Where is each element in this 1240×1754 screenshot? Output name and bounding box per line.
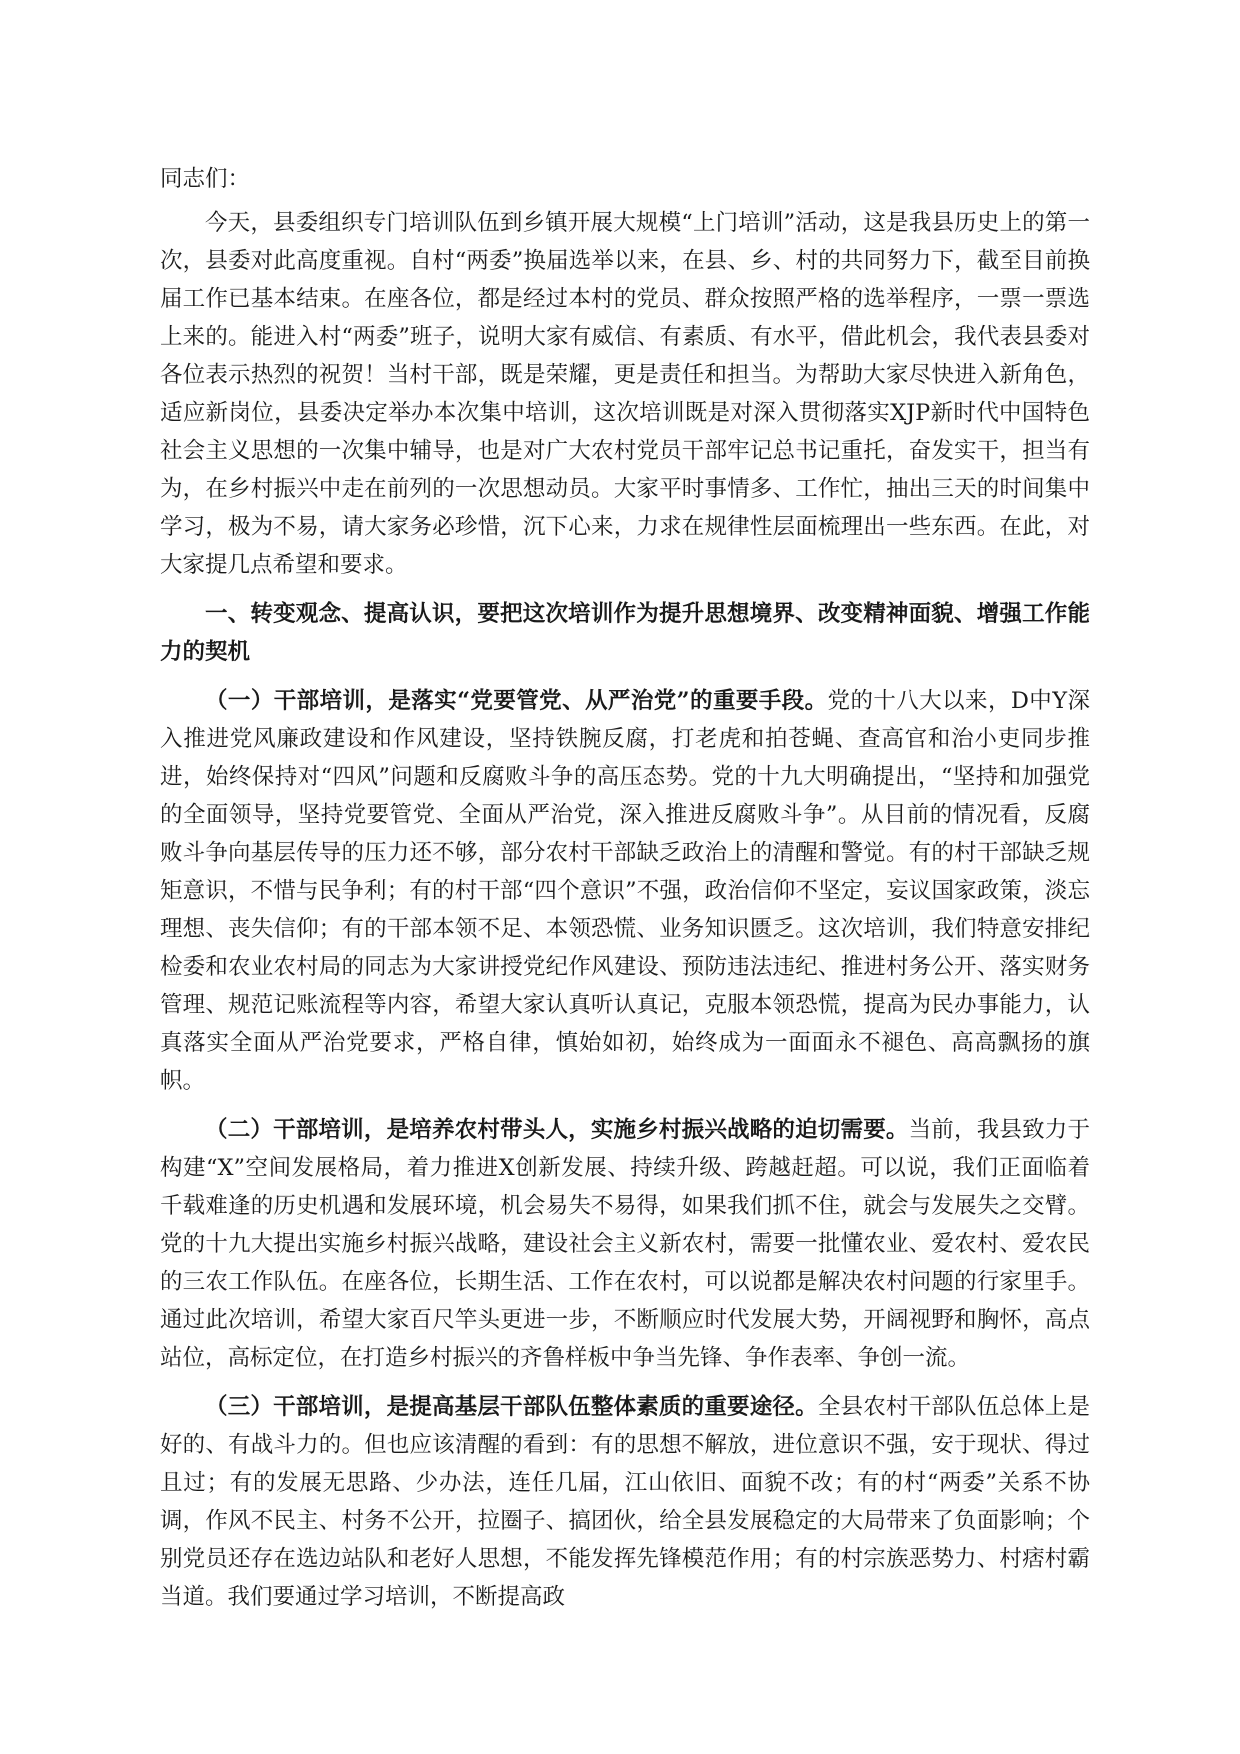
paragraph-3-body: 全县农村干部队伍总体上是好的、有战斗力的。但也应该清醒的看到：有的思想不解放，进位意识不强，安于现状、得过且过；有的发展无思路、少办法，连任几届，江山依旧、面貌不改；有的村“两委”关系不协调，作风不民主、村务不公开，拉圈子、搞团伙，给全县发展稳定的大局带来了负面影响；个别党员还存在选边站队和老好人思想，不能发挥先锋模范作用；有的村宗族恶势力、村痞村霸当道。我们要通过学习培训，不断提高政 <box>160 1394 1090 1610</box>
document-body <box>160 160 1090 1627</box>
paragraph-2-lead: （二）干部培训，是培养农村带头人，实施乡村振兴战略的迫切需要。 <box>205 1117 909 1143</box>
paragraph-2 <box>160 1111 1090 1377</box>
section-heading-1: 一、转变观念、提高认识，要把这次培训作为提升思想境界、改变精神面貌、增强工作能力的契机 <box>160 601 1090 665</box>
paragraph-1-lead: （一）干部培训，是落实“党要管党、从严治党”的重要手段。 <box>205 688 828 714</box>
paragraph-1 <box>160 682 1090 1100</box>
paragraph-3-lead: （三）干部培训，是提高基层干部队伍整体素质的重要途径。 <box>205 1394 818 1420</box>
intro-paragraph: 今天，县委组织专门培训队伍到乡镇开展大规模“上门培训”活动，这是我县历史上的第一次，县委对此高度重视。自村“两委”换届选举以来，在县、乡、村的共同努力下，截至目前换届工作已基本结束。在座各位，都是经过本村的党员、群众按照严格的选举程序，一票一票选上来的。能进入村“两委”班子，说明大家有威信、有素质、有水平，借此机会，我代表县委对各位表示热烈的祝贺！当村干部，既是荣耀，更是责任和担当。为帮助大家尽快进入新角色，适应新岗位，县委决定举办本次集中培训，这次培训既是对深入贯彻落实XJP新时代中国特色社会主义思想的一次集中辅导，也是对广大农村党员干部牢记总书记重托，奋发实干，担当有为，在乡村振兴中走在前列的一次思想动员。大家平时事情多、工作忙，抽出三天的时间集中学习，极为不易，请大家务必珍惜，沉下心来，力求在规律性层面梳理出一些东西。在此，对大家提几点希望和要求。 <box>160 210 1090 578</box>
salutation: 同志们： <box>160 166 251 192</box>
paragraph-1-body: 党的十八大以来，D中Y深入推进党风廉政建设和作风建设，坚持铁腕反腐，打老虎和拍苍蝇、查高官和治小吏同步推进，始终保持对“四风”问题和反腐败斗争的高压态势。党的十九大明确提出，“坚持和加强党的全面领导，坚持党要管党、全面从严治党，深入推进反腐败斗争”。从目前的情况看，反腐败斗争向基层传导的压力还不够，部分农村干部缺乏政治上的清醒和警觉。有的村干部缺乏规矩意识，不惜与民争利；有的村干部“四个意识”不强，政治信仰不坚定，妄议国家政策，淡忘理想、丧失信仰；有的干部本领不足、本领恐慌、业务知识匮乏。这次培训，我们特意安排纪检委和农业农村局的同志为大家讲授党纪作风建设、预防违法违纪、推进村务公开、落实财务管理、规范记账流程等内容，希望大家认真听认真记，克服本领恐慌，提高为民办事能力，认真落实全面从严治党要求，严格自律，慎始如初，始终成为一面面永不褪色、高高飘扬的旗帜。 <box>160 688 1090 1094</box>
paragraph-2-body: 当前，我县致力于构建“X”空间发展格局，着力推进X创新发展、持续升级、跨越赶超。可以说，我们正面临着千载难逢的历史机遇和发展环境，机会易失不易得，如果我们抓不住，就会与发展失之交臂。党的十九大提出实施乡村振兴战略，建设社会主义新农村，需要一批懂农业、爱农村、爱农民的三农工作队伍。在座各位，长期生活、工作在农村，可以说都是解决农村问题的行家里手。通过此次培训，希望大家百尺竿头更进一步，不断顺应时代发展大势，开阔视野和胸怀，高点站位，高标定位，在打造乡村振兴的齐鲁样板中争当先锋、争作表率、争创一流。 <box>160 1117 1090 1371</box>
paragraph-3 <box>160 1388 1090 1616</box>
